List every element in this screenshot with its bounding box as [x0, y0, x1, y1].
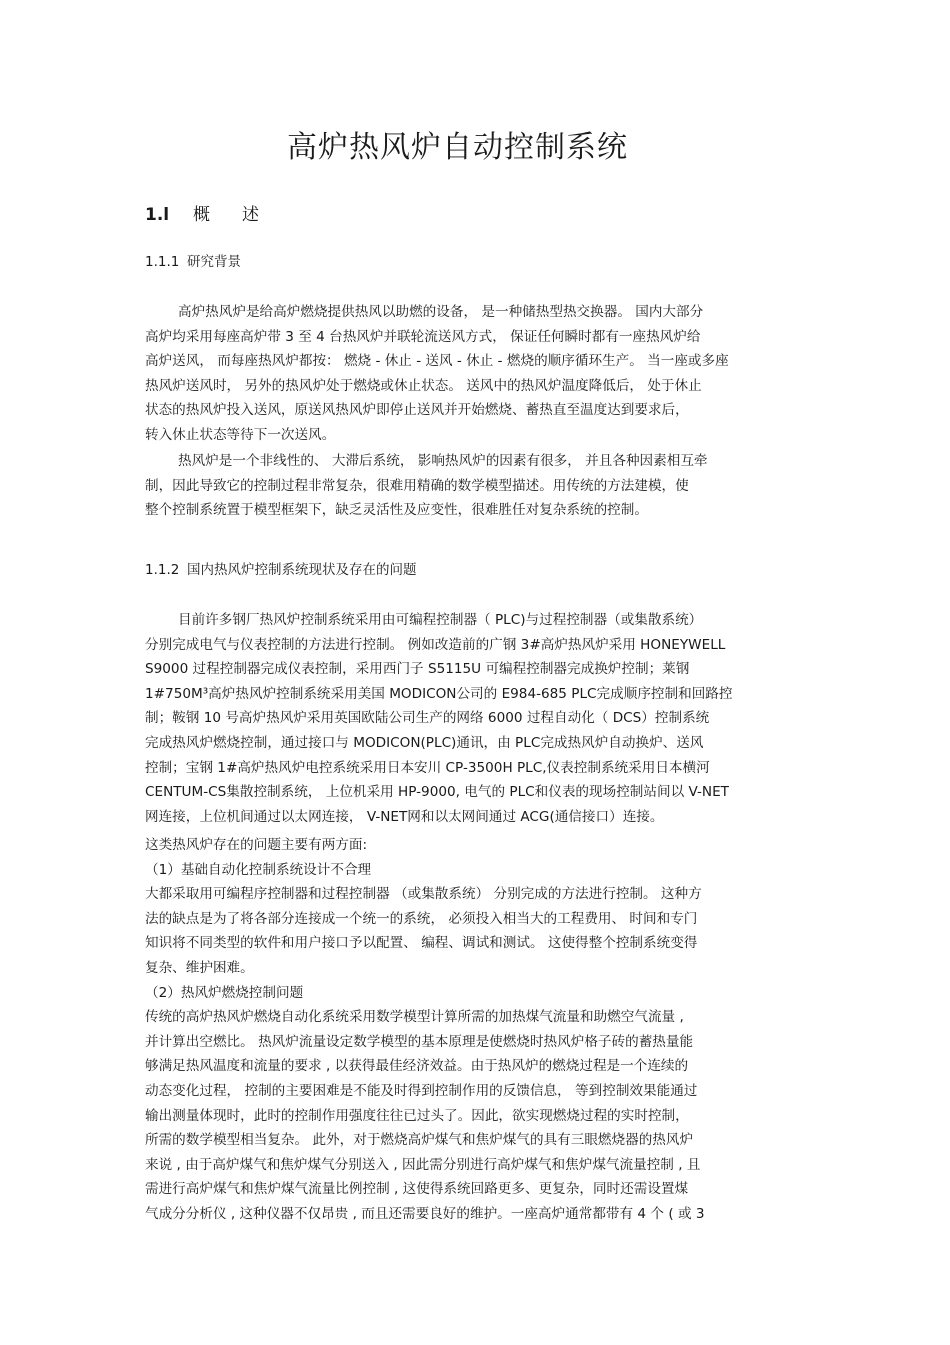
paragraph-status-2 — [145, 833, 810, 1227]
text-line: 传统的高炉热风炉燃烧自动化系统采用数学模型计算所需的加热煤气流量和助燃空气流量 , — [145, 1009, 684, 1026]
text-line: 并计算出空燃比。 热风炉流量设定数学模型的基本原理是使燃烧时热风炉格子砖的蓄热量能 — [145, 1033, 694, 1050]
paragraph-background-2 — [145, 449, 810, 523]
text-line: 输出测量体现时，此时的控制作用强度往往已过头了。因此，欲实现燃烧过程的实时控制， — [145, 1107, 689, 1124]
text-line: 大都采取用可编程序控制器和过程控制器 （或集散系统） 分别完成的方法进行控制。 这种方 — [145, 886, 702, 903]
list-heading: （1）基础自动化控制系统设计不合理 — [145, 861, 372, 878]
text-line: 这类热风炉存在的问题主要有两方面: — [145, 837, 368, 853]
subsection-number: 1.1.1 — [145, 254, 180, 270]
text-line: 高炉均采用每座高炉带 3 至 4 台热风炉并联轮流送风方式， 保证任何瞬时都有一座热风炉给 — [145, 328, 701, 345]
text-line: 动态变化过程， 控制的主要困难是不能及时得到控制作用的反馈信息， 等到控制效果能通过 — [145, 1082, 698, 1099]
text-line: 目前许多钢厂热风炉控制系统采用由可编程控制器（ PLC)与过程控制器（或集散系统） — [178, 612, 703, 628]
document-title: 高炉热风炉自动控制系统 — [287, 130, 628, 165]
text-line: 复杂、维护困难。 — [145, 959, 254, 976]
text-line: 热风炉送风时， 另外的热风炉处于燃烧或休止状态。 送风中的热风炉温度降低后， 处于休止 — [145, 377, 702, 394]
subsection-title: 国内热风炉控制系统现状及存在的问题 — [187, 562, 417, 578]
text-line: 状态的热风炉投入送风，原送风热风炉即停止送风并开始燃烧、蓄热直至温度达到要求后， — [145, 402, 689, 419]
list-heading: （2）热风炉燃烧控制问题 — [145, 984, 304, 1001]
subsection-number: 1.1.2 — [145, 562, 180, 578]
text-line: 需进行高炉煤气和焦炉煤气流量比例控制 , 这使得系统回路更多、更复杂，同时还需设置煤 — [145, 1181, 689, 1198]
section-number: 1.l — [145, 205, 170, 225]
text-line: S9000 过程控制器完成仪表控制，采用西门子 S5115U 可编程控制器完成换炉控制；莱钢 — [145, 661, 690, 678]
paragraph-background-1 — [145, 300, 810, 448]
text-line: 控制；宝钢 1#高炉热风炉电控系统采用日本安川 CP-3500H PLC,仪表控制系统采用日本横河 — [145, 759, 710, 776]
text-line: 法的缺点是为了将各部分连接成一个统一的系统， 必须投入相当大的工程费用、 时间和专门 — [145, 910, 698, 927]
paragraph-status-1 — [145, 608, 810, 829]
text-line: 热风炉是一个非线性的、 大滞后系统， 影响热风炉的因素有很多， 并且各种因素相互牵 — [178, 453, 708, 469]
text-line: 转入休止状态等待下一次送风。 — [145, 426, 336, 443]
text-line: 来说 , 由于高炉煤气和焦炉煤气分别送入 , 因此需分别进行高炉煤气和焦炉煤气流量控制 , 且 — [145, 1156, 701, 1173]
subsection-heading-status — [145, 558, 417, 578]
text-line: 整个控制系统置于模型框架下，缺乏灵活性及应变性，很难胜任对复杂系统的控制。 — [145, 502, 648, 519]
text-line: 制，因此导致它的控制过程非常复杂，很难用精确的数学模型描述。用传统的方法建模，使 — [145, 477, 689, 494]
section-title: 概述 — [193, 205, 291, 225]
text-line: 够满足热风温度和流量的要求 , 以获得最佳经济效益。由于热风炉的燃烧过程是一个连续的 — [145, 1058, 689, 1075]
text-line: 所需的数学模型相当复杂。 此外，对于燃烧高炉煤气和焦炉煤气的具有三眼燃烧器的热风炉 — [145, 1132, 694, 1149]
section-heading-overview — [145, 200, 291, 225]
text-line: 1#750M³高炉热风炉控制系统采用美国 MODICON公司的 E984-685 PLC完成顺序控制和回路控 — [145, 685, 733, 702]
text-line: 网连接，上位机间通过以太网连接， V-NET网和以太网间通过 ACG(通信接口）连接。 — [145, 808, 664, 825]
text-line: 分别完成电气与仪表控制的方法进行控制。 例如改造前的广钢 3#高炉热风炉采用 HONEYWELL — [145, 636, 726, 653]
text-line: 制；鞍钢 10 号高炉热风炉采用英国欧陆公司生产的网络 6000 过程自动化（ DCS）控制系统 — [145, 710, 710, 727]
subsection-heading-background — [145, 250, 241, 270]
text-line: 知识将不同类型的软件和用户接口予以配置、 编程、调试和测试。 这使得整个控制系统变得 — [145, 935, 698, 952]
text-line: 完成热风炉燃烧控制，通过接口与 MODICON(PLC)通讯，由 PLC完成热风炉自动换炉、送风 — [145, 734, 704, 751]
text-line: 气成分分析仪 , 这种仪器不仅昂贵 , 而且还需要良好的维护。一座高炉通常都带有 4 个 ( 或 3 — [145, 1205, 705, 1222]
text-line: CENTUM-CS集散控制系统， 上位机采用 HP-9000, 电气的 PLC和仪表的现场控制站间以 V-NET — [145, 784, 729, 801]
text-line: 高炉热风炉是给高炉燃烧提供热风以助燃的设备， 是一种储热型热交换器。 国内大部分 — [178, 304, 704, 320]
text-line: 高炉送风， 而每座热风炉都按： 燃烧 - 休止 - 送风 - 休止 - 燃烧的顺序循环生产。 当一座或多座 — [145, 353, 729, 370]
subsection-title: 研究背景 — [187, 254, 241, 270]
